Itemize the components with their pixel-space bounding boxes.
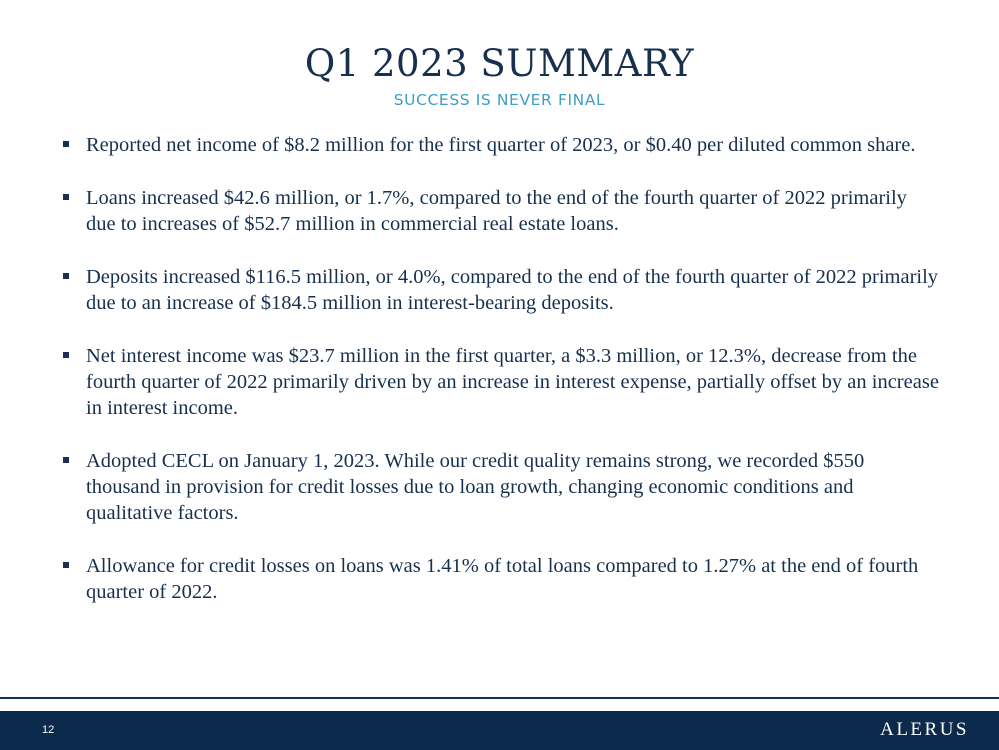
bullet-text: Reported net income of $8.2 million for the first quarter of 2023, or $0.40 per diluted common share. [86, 134, 916, 156]
square-bullet-icon [63, 194, 69, 200]
bullet-item [60, 343, 940, 421]
slide-subtitle: SUCCESS IS NEVER FINAL [393, 91, 606, 109]
page-number: 12 [42, 724, 55, 736]
bullet-text: Net interest income was $23.7 million in the first quarter, a $3.3 million, or 12.3%, decrease from the fourth quarter of 2022 primarily driven by an increase in interest expense, partially offset by an increase in interest income. [86, 345, 939, 419]
bullet-item [60, 448, 940, 526]
summary-bullet-list [60, 132, 940, 632]
slide-title: Q1 2023 SUMMARY [304, 42, 695, 85]
bullet-item [60, 553, 940, 605]
bullet-item [60, 185, 940, 237]
square-bullet-icon [63, 273, 69, 279]
square-bullet-icon [63, 141, 69, 147]
footer-bar [0, 711, 999, 750]
bullet-text: Adopted CECL on January 1, 2023. While our credit quality remains strong, we recorded $550 thousand in provision for credit losses due to loan growth, changing economic conditions and qualitative factors. [86, 450, 865, 524]
bullet-text: Allowance for credit losses on loans was 1.41% of total loans compared to 1.27% at the end of fourth quarter of 2022. [86, 555, 919, 603]
bullet-text: Deposits increased $116.5 million, or 4.0%, compared to the end of the fourth quarter of 2022 primarily due to an increase of $184.5 million in interest-bearing deposits. [86, 266, 939, 314]
bullet-item [60, 132, 940, 158]
bullet-item [60, 264, 940, 316]
footer-divider [0, 697, 999, 699]
square-bullet-icon [63, 562, 69, 568]
bullet-text: Loans increased $42.6 million, or 1.7%, compared to the end of the fourth quarter of 2022 primarily due to increases of $52.7 million in commercial real estate loans. [86, 187, 907, 235]
alerus-logo: ALERUS [880, 719, 969, 740]
square-bullet-icon [63, 352, 69, 358]
square-bullet-icon [63, 457, 69, 463]
